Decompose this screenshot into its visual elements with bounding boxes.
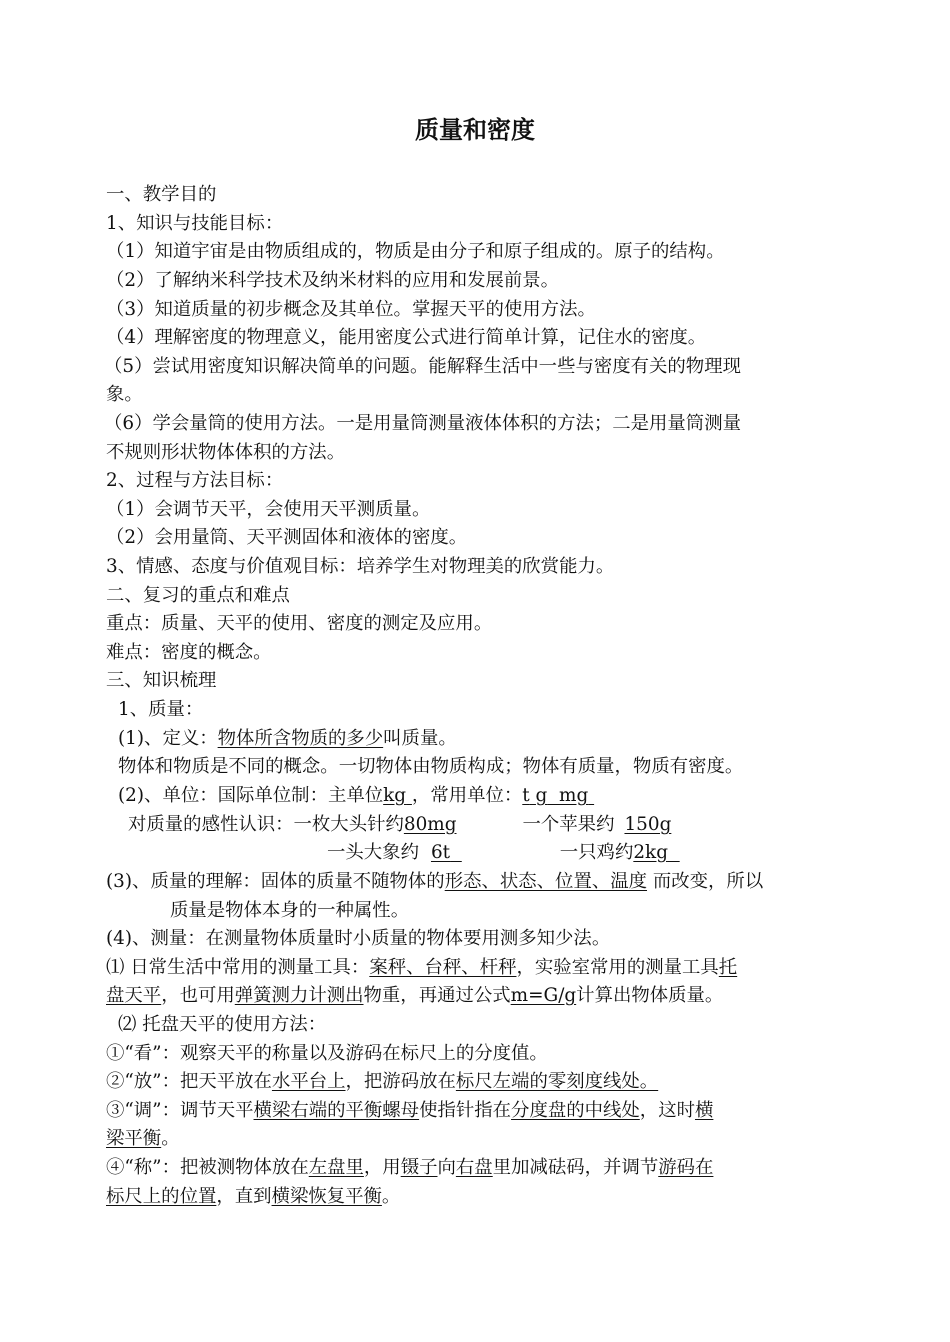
tools-line-2 xyxy=(106,981,850,1011)
text-span: (1)、定义： xyxy=(118,728,218,749)
text-span: ，这时 xyxy=(639,1100,695,1121)
step-adjust-line-1 xyxy=(106,1096,850,1126)
step-put-line xyxy=(106,1067,850,1097)
underlined-answer: 物体所含物质的多少 xyxy=(217,728,384,749)
underlined-answer: 横梁右端的平衡螺母 xyxy=(253,1100,420,1121)
text-span: 对质量的感性认识：一枚大头针约 xyxy=(128,814,404,835)
step-adjust-line-2 xyxy=(106,1124,850,1154)
text-span: ，也可用 xyxy=(161,985,235,1006)
text-span: 一头大象约 xyxy=(327,842,419,863)
underlined-answer: 标尺左端的零刻度线处。 xyxy=(455,1071,659,1092)
text-span: ，直到 xyxy=(216,1186,272,1207)
underlined-answer: 形态、状态、位置、温度 xyxy=(444,871,648,892)
underlined-answer: mg xyxy=(559,785,589,806)
text-span: ③“调”：调节天平 xyxy=(106,1100,254,1121)
step-weigh-line-2 xyxy=(106,1182,850,1212)
text-span: ②“放”：把天平放在 xyxy=(106,1071,272,1092)
sense-line-1 xyxy=(128,810,872,840)
underlined-answer: 2kg xyxy=(633,842,668,863)
page-title: 质量和密度 xyxy=(415,116,535,144)
underlined-answer: 案秤、台秤、杆秤 xyxy=(369,957,517,978)
text-line: （1）知道宇宙是由物质组成的，物质是由分子和原子组成的。原子的结构。 xyxy=(106,241,725,262)
text-span: 里加减砝码，并调节 xyxy=(492,1157,659,1178)
text-span: 叫质量。 xyxy=(383,728,457,749)
text-span: ，用 xyxy=(363,1157,401,1178)
text-line: （5）尝试用密度知识解决简单的问题。能解释生活中一些与密度有关的物理现 xyxy=(104,356,741,377)
subsection-heading: 1、质量： xyxy=(118,699,204,720)
underlined-answer: 标尺上的位置 xyxy=(106,1186,217,1207)
section-heading: 三、知识梳理 xyxy=(106,670,217,691)
text-span: (2)、单位：国际单位制：主单位 xyxy=(118,785,384,806)
text-line: （1）会调节天平，会使用天平测质量。 xyxy=(106,499,431,520)
underlined-answer: m=G/g xyxy=(510,985,577,1006)
text-span: ⑴ 日常生活中常用的测量工具： xyxy=(106,957,370,978)
text-span: 。 xyxy=(381,1186,401,1207)
text-line: 象。 xyxy=(106,384,143,405)
text-line: 难点：密度的概念。 xyxy=(106,642,272,663)
section-heading: 二、复习的重点和难点 xyxy=(106,585,290,606)
underlined-answer: 水平台上 xyxy=(271,1071,346,1092)
underlined-answer: 6t xyxy=(430,842,451,863)
text-span: ，把游码放在 xyxy=(345,1071,456,1092)
underlined-answer: 镊子 xyxy=(400,1157,438,1178)
text-line: （6）学会量筒的使用方法。一是用量筒测量液体体积的方法；二是用量筒测量 xyxy=(104,413,741,434)
underlined-answer: 左盘里 xyxy=(308,1157,364,1178)
underlined-answer: 右盘 xyxy=(455,1157,493,1178)
underlined-answer: 盘天平 xyxy=(106,985,162,1006)
subsection-heading: 3、情感、态度与价值观目标：培养学生对物理美的欣赏能力。 xyxy=(106,556,615,577)
text-line: （4）理解密度的物理意义，能用密度公式进行简单计算，记住水的密度。 xyxy=(106,327,707,348)
step-weigh-line-1 xyxy=(106,1153,850,1183)
text-span: ，常用单位： xyxy=(411,785,523,806)
text-line: 不规则形状物体体积的方法。 xyxy=(106,442,346,463)
underlined-answer: 梁平衡 xyxy=(106,1128,162,1149)
definition-line xyxy=(118,724,862,754)
text-line: （2）了解纳米科学技术及纳米材料的应用和发展前景。 xyxy=(106,270,560,291)
text-span: 一个苹果约 xyxy=(522,814,615,835)
subsection-heading: 1、知识与技能目标： xyxy=(106,213,284,234)
text-span: ，实验室常用的测量工具 xyxy=(516,957,719,978)
underlined-answer: kg xyxy=(383,785,407,806)
text-line: (4)、测量：在测量物体质量时小质量的物体要用测多知少法。 xyxy=(106,928,611,949)
underlined-answer: 150g xyxy=(624,814,672,835)
text-line: 重点：质量、天平的使用、密度的测定及应用。 xyxy=(106,613,493,634)
text-span: (3)、质量的理解：固体的质量不随物体的 xyxy=(106,871,445,892)
underlined-answer: 弹簧测力计测出 xyxy=(234,985,364,1006)
underlined-answer: 80mg xyxy=(403,814,457,835)
underlined-answer: 分度盘的中线处 xyxy=(511,1100,640,1121)
underlined-answer: 游码在 xyxy=(658,1157,714,1178)
text-span: 而改变，所以 xyxy=(647,871,764,892)
text-span: 向 xyxy=(437,1157,456,1178)
text-span: 。 xyxy=(161,1128,180,1149)
tools-line-1 xyxy=(106,953,850,983)
understanding-line xyxy=(106,867,850,897)
underlined-answer: 横梁恢复平衡 xyxy=(271,1186,382,1207)
text-span: 一只鸡约 xyxy=(559,842,634,863)
underlined-answer: t xyxy=(522,785,530,806)
unit-line xyxy=(118,781,862,811)
text-line: ⑵ 托盘天平的使用方法： xyxy=(118,1014,327,1035)
text-line: （2）会用量筒、天平测固体和液体的密度。 xyxy=(106,527,468,548)
underlined-answer: g xyxy=(535,785,548,806)
text-line: （3）知道质量的初步概念及其单位。掌握天平的使用方法。 xyxy=(106,299,596,320)
text-span: 计算出物体质量。 xyxy=(576,985,724,1006)
subsection-heading: 2、过程与方法目标： xyxy=(106,470,284,491)
underlined-answer: 托 xyxy=(718,957,738,978)
underlined-answer: 横 xyxy=(694,1100,714,1121)
text-span: 物重，再通过公式 xyxy=(363,985,511,1006)
section-heading: 一、教学目的 xyxy=(106,184,217,205)
text-line: 物体和物质是不同的概念。一切物体由物质构成；物体有质量，物质有密度。 xyxy=(118,756,744,777)
text-line: ①“看”：观察天平的称量以及游码在标尺上的分度值。 xyxy=(106,1043,548,1064)
text-span: ④“称”：把被测物体放在 xyxy=(106,1157,309,1178)
sense-line-2 xyxy=(327,838,950,868)
text-line: 质量是物体本身的一种属性。 xyxy=(170,900,410,921)
text-span: 使指针指在 xyxy=(419,1100,512,1121)
